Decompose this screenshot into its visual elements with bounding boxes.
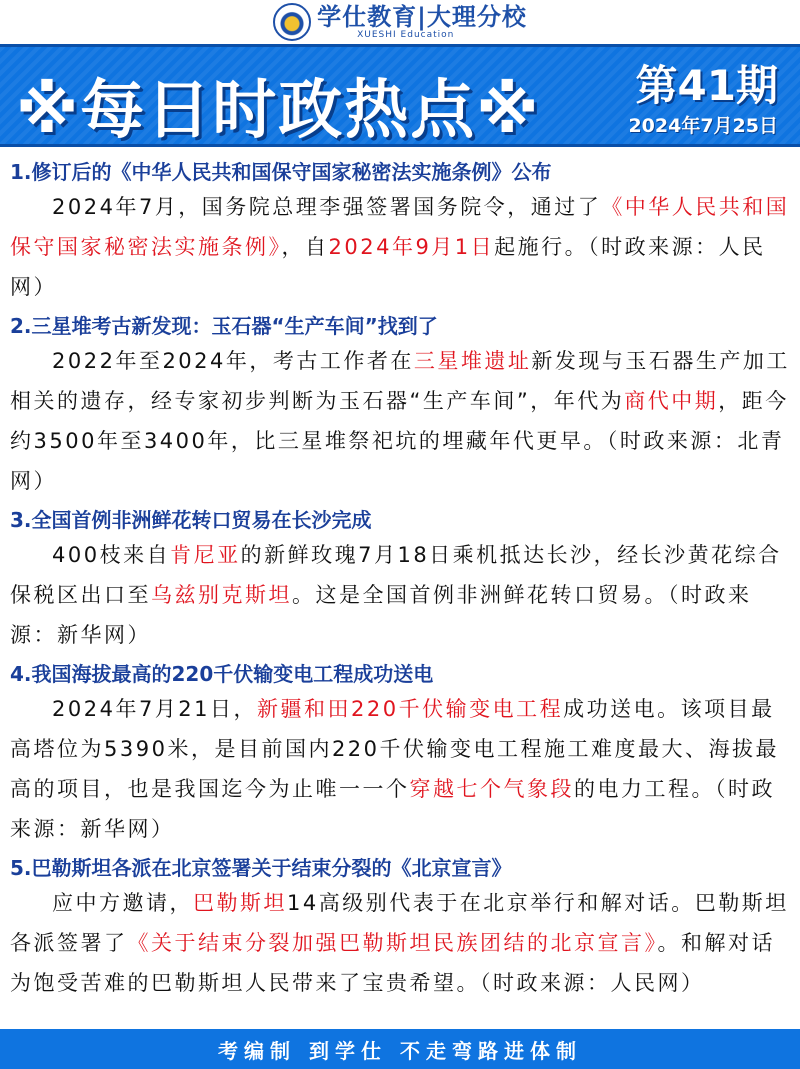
news-item-body — [10, 535, 794, 655]
highlight-text: 穿越七个气象段 — [409, 777, 574, 801]
brand-header — [0, 0, 800, 44]
news-item — [10, 853, 794, 1003]
news-item — [10, 157, 794, 307]
body-text: 的新鲜玫瑰7月18日乘机抵达长沙，经长沙黄花综合保税区出口至 — [10, 543, 782, 607]
issue-number: 第41期 — [635, 61, 778, 110]
news-item-title: 1.修订后的《中华人民共和国保守国家秘密法实施条例》公布 — [10, 160, 552, 184]
highlight-text: 肯尼亚 — [170, 543, 241, 567]
highlight-text: 2024年9月1日 — [328, 235, 495, 259]
brand-subtitle: XUESHI Education — [357, 29, 455, 40]
page-title: ※每日时政热点※ — [16, 74, 541, 148]
body-text: 成功送电。该项目最高塔位为5390米，是目前国内220千伏输变电工程施工难度最大、海拔最高的项目，也是我国迄今为止唯一一个 — [10, 697, 780, 801]
title-banner — [0, 44, 800, 147]
body-text: 14高级别代表于在北京举行和解对话。巴勒斯坦各派签署了 — [10, 891, 789, 955]
highlight-text: 乌兹别克斯坦 — [151, 583, 292, 607]
news-item — [10, 659, 794, 849]
body-text: 400枝来自 — [52, 543, 171, 567]
body-text: ，距今约3500年至3400年，比三星堆祭祀坑的埋藏年代更早。（时政来源：北青网） — [10, 389, 789, 493]
body-text: 应中方邀请， — [52, 891, 193, 915]
brand-block — [317, 2, 527, 40]
footer-banner — [0, 1029, 800, 1069]
body-text: 。这是全国首例非洲鲜花转口贸易。（时政来源：新华网） — [10, 583, 752, 647]
news-item-body — [10, 883, 794, 1003]
news-list — [0, 147, 800, 1003]
body-text: 2024年7月，国务院总理李强签署国务院令，通过了 — [52, 195, 602, 219]
highlight-text: 新疆和田220千伏输变电工程 — [257, 697, 564, 721]
body-text: 2024年7月21日， — [52, 697, 258, 721]
highlight-text: 巴勒斯坦 — [193, 891, 287, 915]
highlight-text: 《中华人民共和国保守国家秘密法实施条例》 — [10, 195, 790, 259]
body-text: 的电力工程。（时政来源：新华网） — [10, 777, 775, 841]
news-item-title: 3.全国首例非洲鲜花转口贸易在长沙完成 — [10, 508, 372, 532]
news-item — [10, 505, 794, 655]
highlight-text: 三星堆遗址 — [413, 349, 532, 373]
news-item-body — [10, 689, 794, 849]
body-text: 起施行。（时政来源：人民网） — [10, 235, 766, 299]
news-item-title: 4.我国海拔最高的220千伏输变电工程成功送电 — [10, 662, 434, 686]
body-text: 。和解对话为饱受苦难的巴勒斯坦人民带来了宝贵希望。（时政来源：人民网） — [10, 931, 775, 995]
body-text: 2022年至2024年，考古工作者在 — [52, 349, 414, 373]
highlight-text: 《关于结束分裂加强巴勒斯坦民族团结的北京宣言》 — [127, 931, 658, 955]
body-text: ，自 — [281, 235, 329, 259]
news-item-body — [10, 341, 794, 501]
news-item — [10, 311, 794, 501]
xueshi-logo-icon — [273, 3, 311, 41]
news-item-title: 5.巴勒斯坦各派在北京签署关于结束分裂的《北京宣言》 — [10, 856, 512, 880]
news-item-title: 2.三星堆考古新发现：玉石器“生产车间”找到了 — [10, 314, 438, 338]
news-item-body — [10, 187, 794, 307]
footer-slogan: 考编制 到学仕 不走弯路进体制 — [218, 1038, 582, 1063]
issue-date: 2024年7月25日 — [628, 115, 778, 137]
highlight-text: 商代中期 — [624, 389, 719, 413]
brand-name: 学仕教育|大理分校 — [317, 2, 527, 31]
body-text: 新发现与玉石器生产加工相关的遗存，经专家初步判断为玉石器“生产车间”，年代为 — [10, 349, 790, 413]
